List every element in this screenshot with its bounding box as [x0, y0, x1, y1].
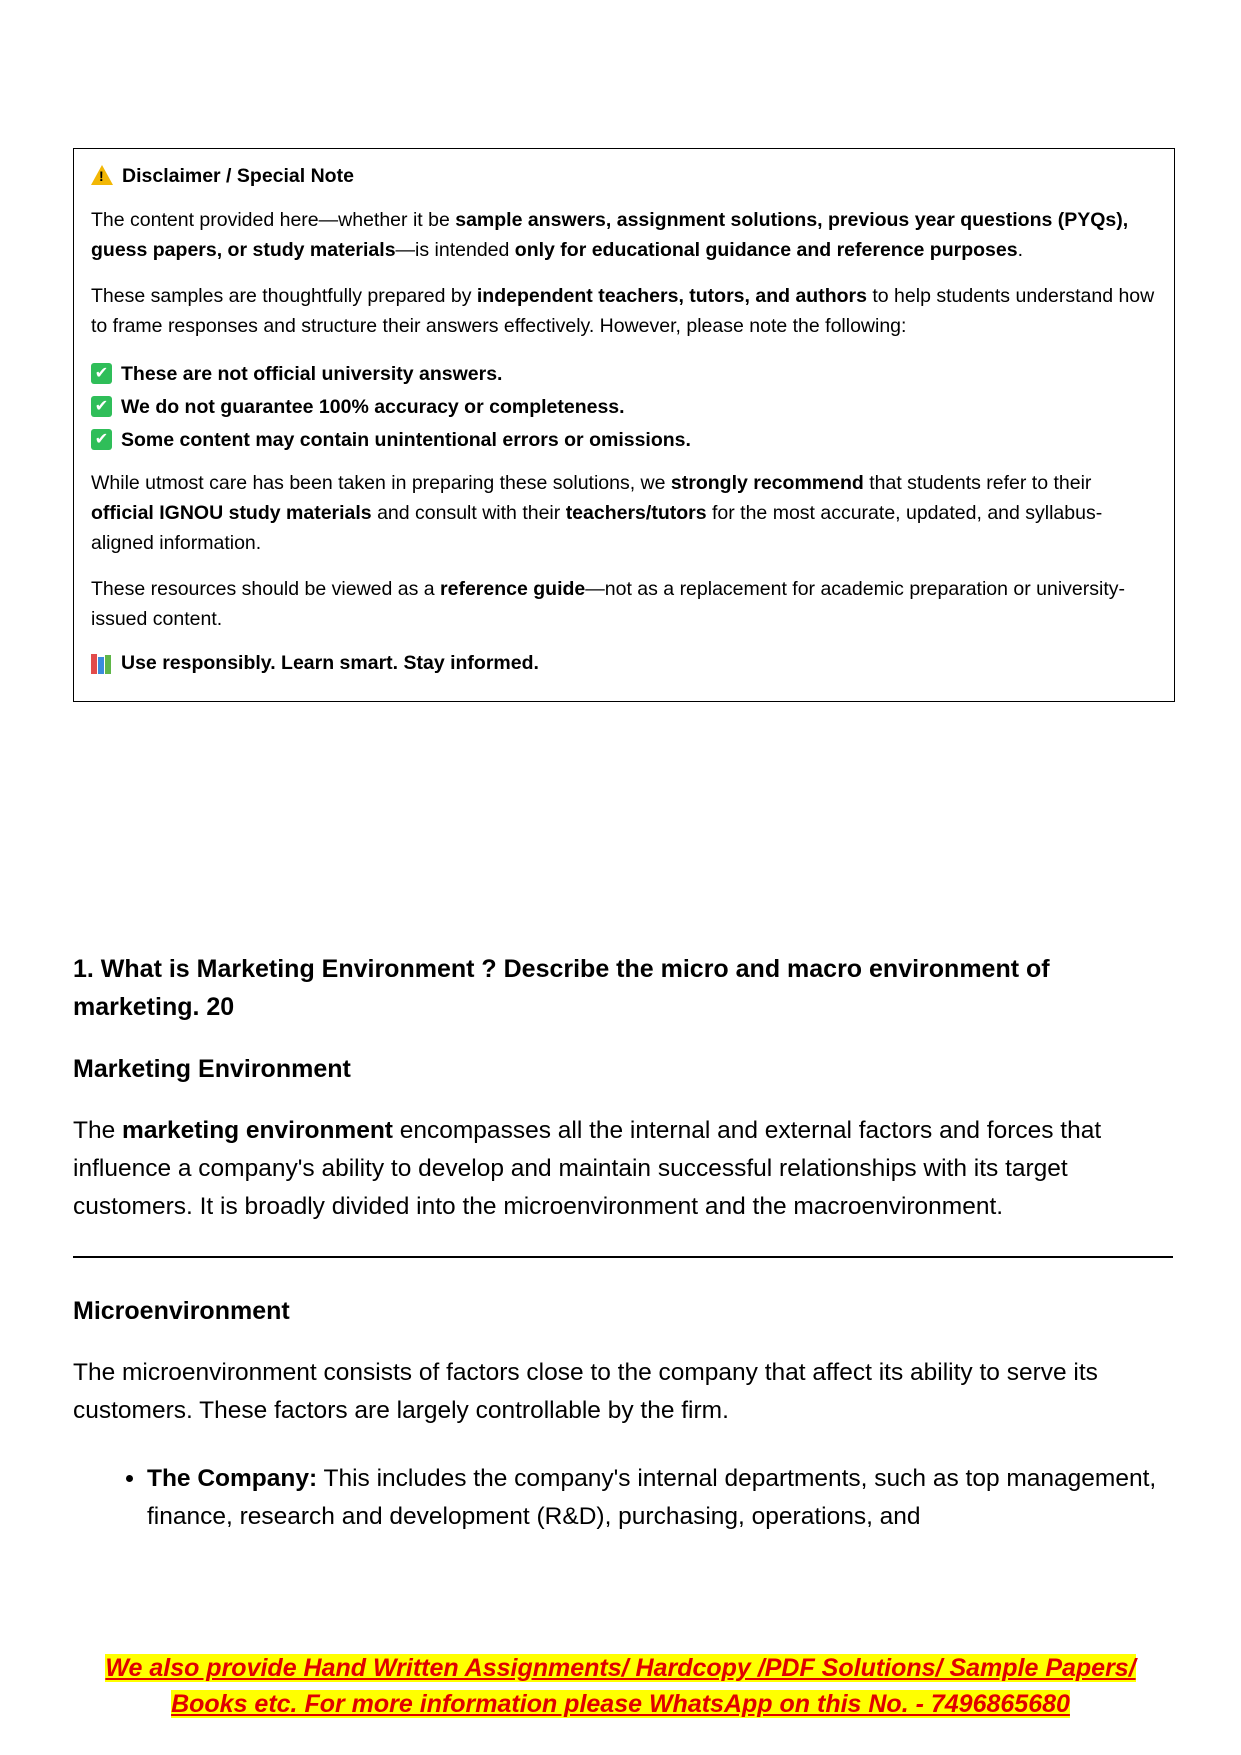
- promo-banner: [0, 1650, 1241, 1722]
- text-run: and consult with their: [371, 502, 566, 524]
- text-run: to help students understand how to frame responses and structure their answers effectively. However, please note the following:: [91, 285, 1155, 337]
- bold-run: teachers/tutors: [565, 502, 707, 524]
- check-mark-icon: ✔: [91, 363, 112, 384]
- disclaimer-footer: [91, 648, 1157, 678]
- bold-run: independent teachers, tutors, and authors: [476, 285, 867, 307]
- disclaimer-paragraph-1: [91, 205, 1157, 265]
- list-item: [147, 1460, 1173, 1536]
- question-title: 1. What is Marketing Environment ? Describe the micro and macro environment of marketing. 20: [73, 955, 1050, 1021]
- horizontal-divider: [73, 1256, 1173, 1258]
- bold-run: official IGNOU study materials: [91, 502, 372, 524]
- text-run: These resources should be viewed as a: [91, 578, 441, 600]
- section-heading-marketing-environment: Marketing Environment: [73, 1055, 351, 1083]
- disclaimer-footer-text: Use responsibly. Learn smart. Stay informed.: [121, 652, 539, 674]
- text-run: encompasses all the internal and external factors and forces that influence a company's ability to develop and maintain successful relationships with its target customers. It is broadly divided into the microenvironment and the macroenvironment.: [73, 1117, 1102, 1220]
- promo-line-2: Books etc. For more information please WhatsApp on this No. - 7496865680: [171, 1690, 1070, 1718]
- disclaimer-title: [91, 161, 1157, 191]
- text-run: While utmost care has been taken in preparing these solutions, we: [91, 472, 671, 494]
- text-run: The content provided here—whether it be: [91, 209, 456, 231]
- bold-run: strongly recommend: [670, 472, 864, 494]
- check-item: [91, 357, 1157, 390]
- check-item: [91, 390, 1157, 423]
- list-item-label: The Company:: [147, 1465, 318, 1492]
- check-item: [91, 423, 1157, 456]
- warning-icon: [91, 165, 113, 185]
- disclaimer-check-list: [91, 357, 1157, 456]
- text-run: for the most accurate, updated, and syllabus-aligned information.: [91, 502, 1103, 554]
- text-run: The: [73, 1117, 123, 1144]
- text-run: These samples are thoughtfully prepared by: [91, 285, 477, 307]
- books-icon: [91, 652, 112, 674]
- text-run: —not as a replacement for academic preparation or university-issued content.: [91, 578, 1126, 630]
- bold-run: reference guide: [440, 578, 586, 600]
- disclaimer-box: [73, 148, 1175, 702]
- disclaimer-paragraph-2: [91, 281, 1157, 341]
- bold-run: sample answers, assignment solutions, previous year questions (PYQs), guess papers, or study materials: [91, 209, 1129, 261]
- check-mark-icon: ✔: [91, 429, 112, 450]
- disclaimer-title-text: Disclaimer / Special Note: [122, 165, 354, 187]
- list-item-text: This includes the company's internal departments, such as top management, finance, research and development (R&D), purchasing, operations, and: [147, 1465, 1157, 1530]
- check-item-text: Some content may contain unintentional errors or omissions.: [121, 428, 691, 451]
- marketing-environment-paragraph: [73, 1112, 1173, 1226]
- text-run: —is intended: [395, 239, 515, 261]
- bold-run: only for educational guidance and reference purposes: [514, 239, 1018, 261]
- disclaimer-paragraph-3: [91, 468, 1157, 558]
- promo-line-1: We also provide Hand Written Assignments/ Hardcopy /PDF Solutions/ Sample Papers/: [105, 1654, 1136, 1682]
- bold-run: marketing environment: [122, 1117, 393, 1144]
- text-run: that students refer to their: [863, 472, 1092, 494]
- check-item-text: We do not guarantee 100% accuracy or completeness.: [121, 395, 625, 418]
- section-heading-microenvironment: Microenvironment: [73, 1297, 290, 1325]
- microenvironment-list: [73, 1460, 1173, 1536]
- check-mark-icon: ✔: [91, 396, 112, 417]
- main-content: [73, 950, 1173, 1536]
- disclaimer-paragraph-4: [91, 574, 1157, 634]
- microenvironment-paragraph: The microenvironment consists of factors close to the company that affect its ability to serve its customers. These factors are largely controllable by the firm.: [73, 1359, 1098, 1424]
- text-run: .: [1017, 239, 1024, 261]
- check-item-text: These are not official university answers.: [121, 362, 503, 385]
